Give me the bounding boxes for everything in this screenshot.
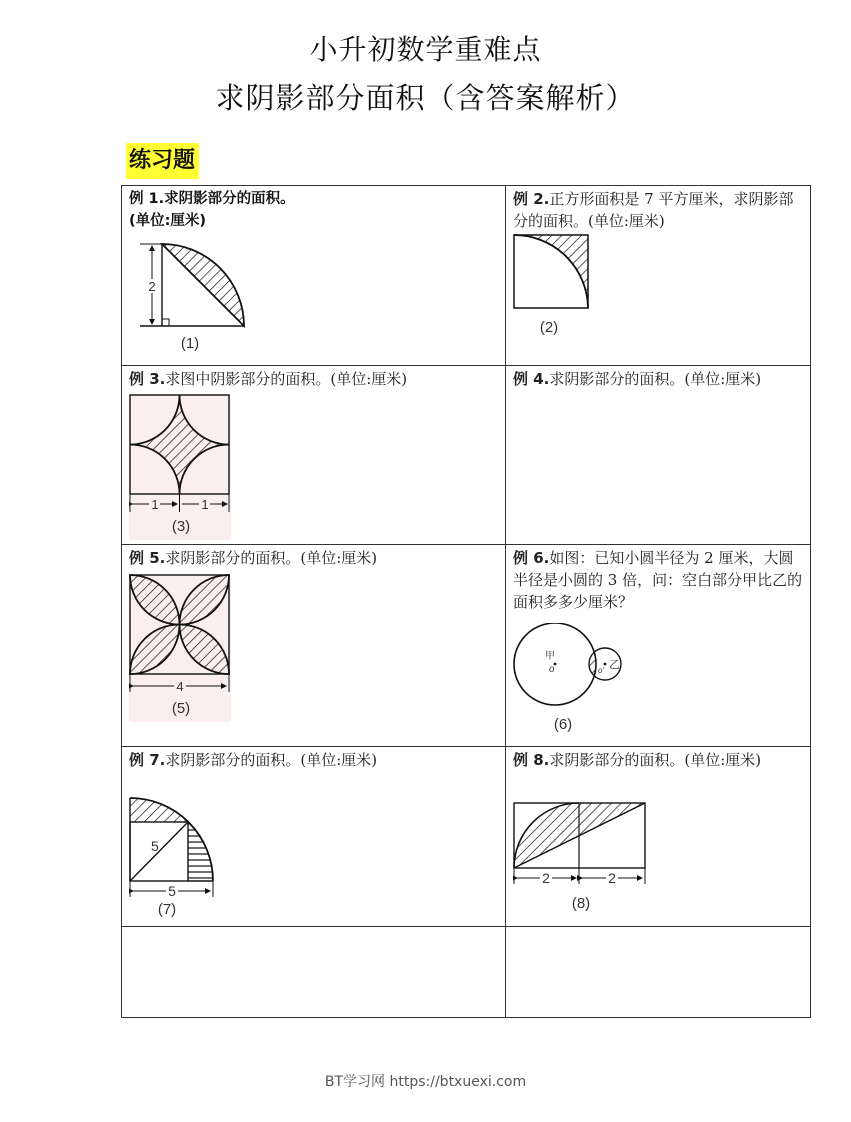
figure-1 (130, 241, 250, 356)
svg-text:5: 5 (168, 883, 176, 899)
svg-text:1: 1 (151, 497, 159, 512)
problem-text: 求图中阴影部分的面积。(单位:厘米) (165, 370, 408, 388)
problems-table (121, 185, 811, 1018)
problem-text: 求阴影部分的面积。 (164, 191, 295, 207)
svg-text:(6): (6) (553, 716, 573, 733)
svg-text:(2): (2) (539, 319, 559, 336)
document-title: 小升初数学重难点 (309, 33, 542, 66)
problem-label: 例 6. (513, 549, 550, 567)
svg-text:乙: 乙 (609, 659, 620, 671)
problem-text: 求阴影部分的面积。(单位:厘米) (165, 549, 378, 567)
svg-text:甲: 甲 (545, 651, 555, 662)
problem-cell-1 (122, 186, 506, 366)
problem-cell-4 (506, 366, 811, 545)
problem-text: 求阴影部分的面积。(单位:厘米) (549, 370, 762, 388)
figure-3 (129, 394, 231, 540)
problem-label: 例 1. (129, 191, 165, 207)
svg-text:o: o (549, 664, 555, 675)
problem-cell-5 (122, 545, 506, 747)
svg-text:(1): (1) (180, 335, 200, 352)
svg-text:2: 2 (148, 279, 156, 294)
svg-text:o': o' (598, 666, 604, 675)
svg-text:(5): (5) (171, 700, 191, 717)
problem-text: 正方形面积是 7 平方厘米，求阴影部分的面积。(单位:厘米) (513, 190, 794, 230)
svg-text:5: 5 (151, 838, 159, 854)
document-subtitle: 求阴影部分面积（含答案解析） (215, 81, 636, 115)
svg-text:2: 2 (608, 870, 616, 886)
figure-7 (129, 797, 224, 922)
figure-5 (129, 574, 231, 722)
problem-label: 例 5. (129, 549, 166, 567)
problem-label: 例 2. (513, 190, 550, 208)
problem-label: 例 4. (513, 370, 550, 388)
svg-text:2: 2 (542, 870, 550, 886)
svg-text:(3): (3) (171, 518, 191, 535)
problem-unit: (单位:厘米) (129, 213, 207, 229)
problem-label: 例 7. (129, 751, 166, 769)
problem-text: 求阴影部分的面积。(单位:厘米) (165, 751, 378, 769)
problem-cell-6 (506, 545, 811, 747)
svg-text:4: 4 (176, 679, 184, 694)
figure-8 (513, 802, 653, 917)
problem-label: 例 8. (513, 751, 550, 769)
problem-text: 求阴影部分的面积。(单位:厘米) (549, 751, 762, 769)
svg-text:(8): (8) (571, 895, 591, 912)
figure-2 (513, 234, 603, 344)
svg-text:1: 1 (201, 497, 209, 512)
empty-cell-right (506, 927, 811, 1018)
figure-6 (513, 623, 633, 738)
problem-label: 例 3. (129, 370, 166, 388)
problem-cell-8 (506, 747, 811, 927)
problem-cell-2 (506, 186, 811, 366)
svg-text:(7): (7) (157, 901, 177, 918)
section-label: 练习题 (126, 143, 199, 179)
problem-cell-3 (122, 366, 506, 545)
problem-text: 如图：已知小圆半径为 2 厘米，大圆半径是小圆的 3 倍，问：空白部分甲比乙的面积多多少厘米？ (513, 549, 803, 611)
empty-cell-left (122, 927, 506, 1018)
problem-cell-7 (122, 747, 506, 927)
footer-watermark: BT学习网 https://btxuexi.com (324, 1074, 527, 1090)
